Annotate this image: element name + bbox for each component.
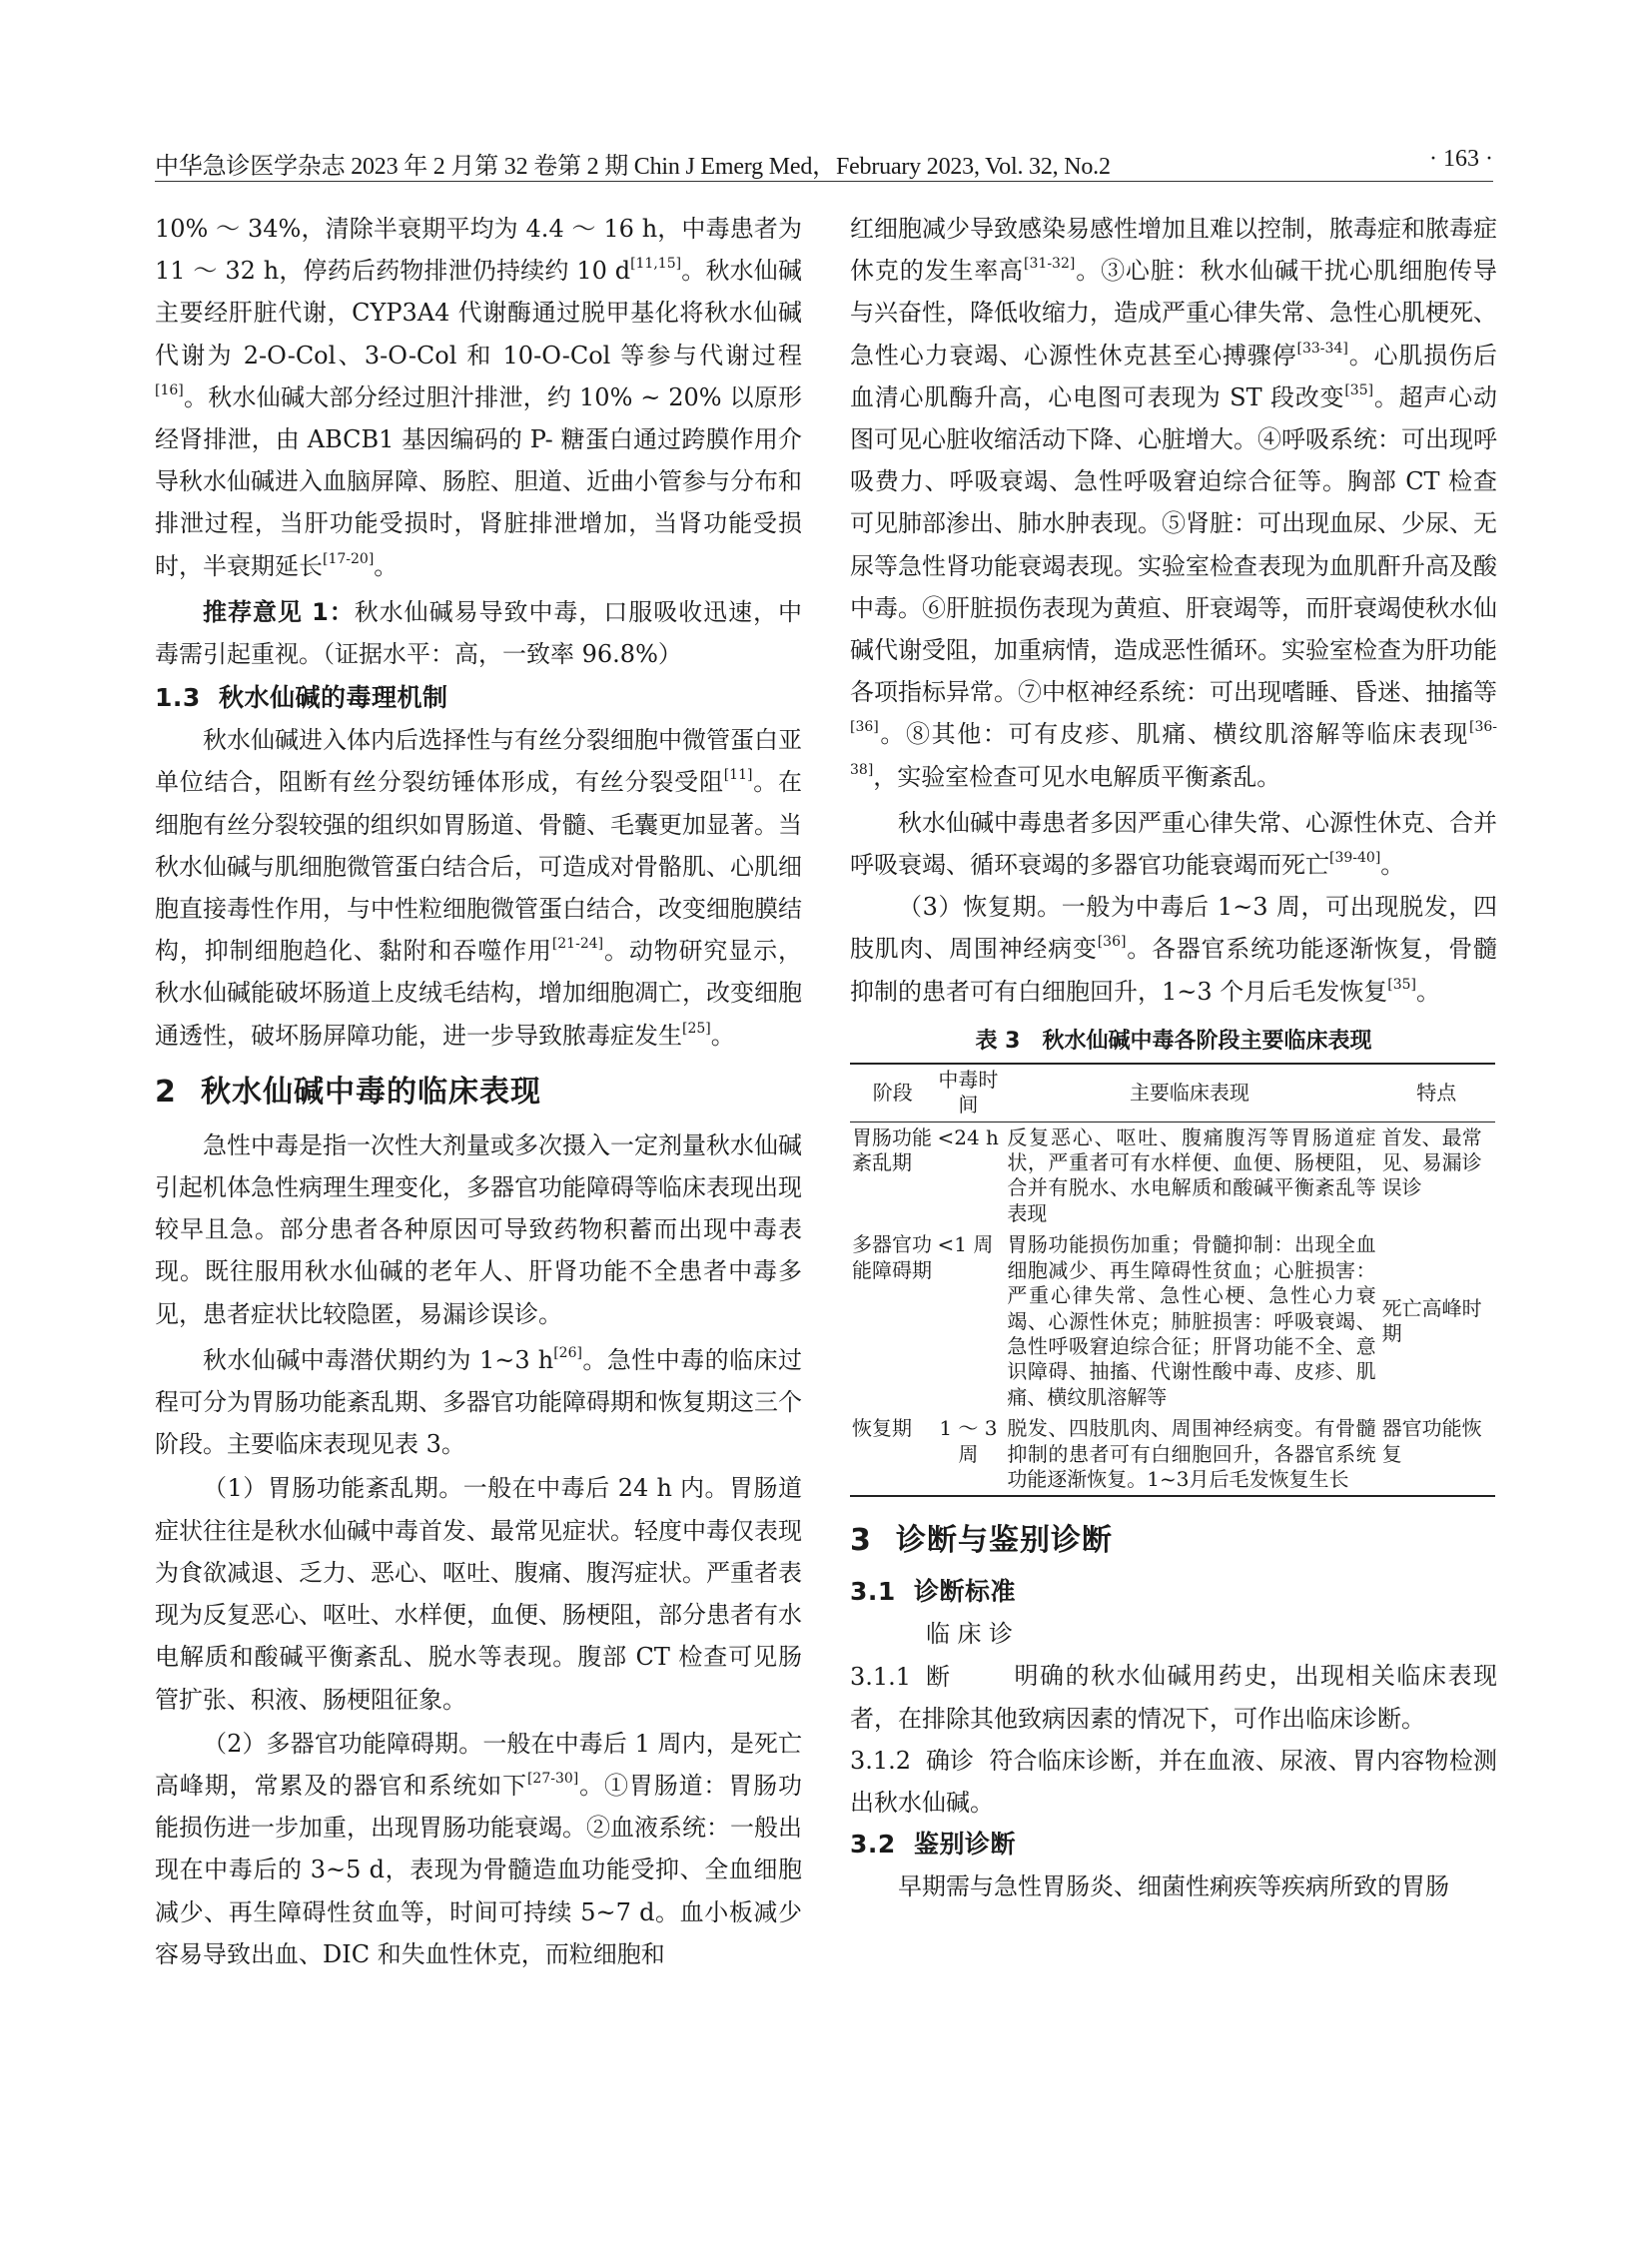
- paragraph-pharmacokinetics: 10% ～ 34%，清除半衰期平均为 4.4 ～ 16 h，中毒患者为 11 ～ 32 h，停药后药物排泄仍持续约 10 d[11,15]。秋水仙碱主要经肝脏代谢，CYP3A4 代谢酶通过脱甲基化将秋水仙碱代谢为 2-O-Col、3-O-Col 和 10-O-Col 等参与代谢过程[16]。秋水仙碱大部分经过胆汁排泄，约 10% ~ 20% 以原形经肾排泄，由 ABCB1 基因编码的 P- 糖蛋白通过跨膜作用介导秋水仙碱进入血脑屏障、肠腔、胆道、近曲小管参与分布和排泄过程，当肝功能受损时，肾脏排泄增加，当肾功能受损时，半衰期延长[17-20]。: [155, 215, 802, 580]
- cell-main: 反复恶心、呕吐、腹痛腹泻等胃肠道症状，严重者可有水样便、血便、肠梗阻，合并有脱水、水电解质和酸碱平衡紊乱等表现: [1007, 1124, 1376, 1225]
- paragraph-recovery-phase: （3）恢复期。一般为中毒后 1~3 周，可出现脱发，四肢肌肉、周围神经病变[36]。各器官系统功能逐渐恢复，骨髓抑制的患者可有白细胞回升，1~3 个月后毛发恢复[35]。: [850, 893, 1498, 1006]
- table-row: [850, 1121, 1495, 1229]
- cell-feature: 死亡高峰时期: [1381, 1295, 1482, 1346]
- citation-ref: [31-32]: [1024, 256, 1076, 273]
- cell-main: 胃肠功能损伤加重；骨髓抑制：出现全血细胞减少、再生障碍性贫血；心脏损害：严重心律失常、急性心梗、急性心力衰竭、心源性休克；肺脏损害：呼吸衰竭、急性呼吸窘迫综合征；肝肾功能不全、意识障碍、抽搐、代谢性酸中毒、皮疹、肌痛、横纹肌溶解等: [1007, 1232, 1376, 1409]
- section-3-1-heading: 3.1 诊断标准: [850, 1577, 1017, 1607]
- clinical-stages-table: [850, 1063, 1495, 1498]
- table-3: [850, 1025, 1497, 1498]
- page-number: · 163 ·: [1429, 146, 1493, 172]
- citation-ref: [16]: [155, 381, 184, 398]
- cell-stage: 多器官功能障碍期: [852, 1232, 932, 1282]
- cell-feature: 器官功能恢复: [1381, 1416, 1482, 1466]
- table-title: 表 3 秋水仙碱中毒各阶段主要临床表现: [975, 1028, 1372, 1054]
- citation-ref: [17-20]: [323, 550, 375, 567]
- citation-ref: [25]: [682, 1020, 711, 1037]
- citation-ref: [35]: [1387, 976, 1417, 993]
- paragraph-clinical-diagnosis: 3.1.1临床诊断 明确的秋水仙碱用药史，出现相关临床表现者，在排除其他致病因素的情况下，可作出临床诊断。: [850, 1613, 1497, 1740]
- citation-ref: [36]: [1097, 934, 1127, 951]
- citation-ref: [26]: [553, 1344, 582, 1361]
- header-main: 主要临床表现: [1129, 1080, 1249, 1105]
- citation-ref: [21-24]: [551, 936, 604, 953]
- table-header-row: [850, 1064, 1495, 1121]
- paragraph-differential-diagnosis: 早期需与急性胃肠炎、细菌性痢疾等疾病所致的胃肠: [898, 1872, 1449, 1901]
- cell-stage: 恢复期: [852, 1416, 912, 1441]
- paragraph-gi-phase: （1）胃肠功能紊乱期。一般在中毒后 24 h 内。胃肠道症状往往是秋水仙碱中毒首发、最常见症状。轻度中毒仅表现为食欲减退、乏力、恶心、呕吐、腹痛、腹泻症状。严重者表现为反复恶心、呕吐、水样便，血便、肠梗阻，部分患者有水电解质和酸碱平衡紊乱、脱水等表现。腹部 CT 检查可见肠管扩张、积液、肠梗阻征象。: [155, 1474, 802, 1714]
- subsection-title: 临床诊断: [926, 1620, 1013, 1691]
- paragraph-death-causes: 秋水仙碱中毒患者多因严重心律失常、心源性休克、合并呼吸衰竭、循环衰竭的多器官功能衰竭而死亡[39-40]。: [850, 808, 1497, 880]
- section-2-heading: 2 秋水仙碱中毒的临床表现: [155, 1074, 541, 1110]
- section-1-3-heading: 1.3 秋水仙碱的毒理机制: [155, 683, 448, 713]
- citation-ref: [35]: [1344, 381, 1374, 398]
- header-stage: 阶段: [872, 1080, 913, 1105]
- paragraph-latency: 秋水仙碱中毒潜伏期约为 1~3 h[26]。急性中毒的临床过程可分为胃肠功能紊乱期、多器官功能障碍期和恢复期这三个阶段。主要临床表现见表 3。: [155, 1344, 802, 1459]
- cell-time: 1 ～ 3 周: [939, 1416, 998, 1466]
- cell-main: 脱发、四肢肌肉、周围神经病变。有骨髓抑制的患者可有白细胞回升，各器官系统功能逐渐恢复。1~3月后毛发恢复生长: [1007, 1416, 1376, 1491]
- cell-feature: 首发、最常见、易漏诊误诊: [1381, 1124, 1482, 1200]
- running-header: [155, 146, 1493, 180]
- citation-ref: [36-38]: [850, 719, 1497, 778]
- right-column: [850, 208, 1497, 1908]
- header-time: 中毒时间: [938, 1067, 999, 1118]
- paragraph-acute-poisoning: 急性中毒是指一次性大剂量或多次摄入一定剂量秋水仙碱引起机体急性病理生理变化，多器官功能障碍等临床表现出现较早且急。部分患者各种原因可导致药物积蓄而出现中毒表现。既往服用秋水仙碱的老年人、肝肾功能不全患者中毒多见，患者症状比较隐匿，易漏诊误诊。: [155, 1130, 802, 1328]
- table-row: [850, 1229, 1495, 1413]
- subsection-title: 确诊: [926, 1746, 974, 1775]
- section-3-heading: 3 诊断与鉴别诊断: [850, 1523, 1113, 1559]
- left-column: [155, 208, 802, 1975]
- header-rule: [155, 181, 1493, 182]
- recommendation-1: 推荐意见 1：秋水仙碱易导致中毒，口服吸收迅速，中毒需引起重视。（证据水平：高，一致率 96.8%）: [155, 597, 802, 669]
- header-feature: 特点: [1416, 1080, 1457, 1105]
- citation-ref: [33-34]: [1296, 340, 1348, 357]
- paragraph-confirmed-diagnosis: 3.1.2 确诊 符合临床诊断，并在血液、尿液、胃内容物检测出秋水仙碱。: [850, 1740, 1497, 1824]
- journal-citation: 中华急诊医学杂志 2023 年 2 月第 32 卷第 2 期 Chin J Emerg Med，February 2023, Vol. 32, No.2: [155, 154, 1111, 180]
- paragraph-toxicology: 秋水仙碱进入体内后选择性与有丝分裂细胞中微管蛋白亚单位结合，阻断有丝分裂纺锤体形成，有丝分裂受阻[11]。在细胞有丝分裂较强的组织如胃肠道、骨髓、毛囊更加显著。当秋水仙碱与肌细胞微管蛋白结合后，可造成对骨骼肌、心肌细胞直接毒性作用，与中性粒细胞微管蛋白结合，改变细胞膜结构，抑制细胞趋化、黏附和吞噬作用[21-24]。动物研究显示，秋水仙碱能破坏肠道上皮绒毛结构，增加细胞凋亡，改变细胞通透性，破坏肠屏障功能，进一步导致脓毒症发生[25]。: [155, 726, 803, 1050]
- cell-time: <1 周: [937, 1232, 994, 1257]
- cell-stage: 胃肠功能紊乱期: [852, 1124, 932, 1175]
- recommendation-label: 推荐意见 1：: [203, 597, 355, 626]
- paragraph-mods-phase: （2）多器官功能障碍期。一般在中毒后 1 周内，是死亡高峰期，常累及的器官和系统如下[27-30]。①胃肠道：胃肠功能损伤进一步加重，出现胃肠功能衰竭。②血液系统：一般出现在中毒后的 3~5 d，表现为骨髓造血功能受抑、全血细胞减少、再生障碍性贫血等，时间可持续 5~7 d。血小板减少容易导致出血、DIC 和失血性休克，而粒细胞和: [155, 1729, 803, 1968]
- subsection-number: 3.1.1: [850, 1662, 912, 1691]
- section-3-2-heading: 3.2 鉴别诊断: [850, 1830, 1017, 1860]
- citation-ref: [27-30]: [526, 1770, 579, 1787]
- cell-time: <24 h: [937, 1124, 999, 1149]
- citation-ref: [36]: [850, 719, 879, 736]
- paragraph-organ-systems: 红细胞减少导致感染易感性增加且难以控制，脓毒症和脓毒症休克的发生率高[31-32]。③心脏：秋水仙碱干扰心肌细胞传导与兴奋性，降低收缩力，造成严重心律失常、急性心肌梗死、急性心力衰竭、心源性休克甚至心搏骤停[33-34]。心肌损伤后血清心肌酶升高，心电图可表现为 ST 段改变[35]。超声心动图可见心脏收缩活动下降、心脏增大。④呼吸系统：可出现呼吸费力、呼吸衰竭、急性呼吸窘迫综合征等。胸部 CT 检查可见肺部渗出、肺水肿表现。⑤肾脏：可出现血尿、少尿、无尿等急性肾功能衰竭表现。实验室检查表现为血肌酐升高及酸中毒。⑥肝脏损伤表现为黄疸、肝衰竭等，而肝衰竭使秋水仙碱代谢受阻，加重病情，造成恶性循环。实验室检查为肝功能各项指标异常。⑦中枢神经系统：可出现嗜睡、昏迷、抽搐等[36]。⑧其他：可有皮疹、肌痛、横纹肌溶解等临床表现[36-38]，实验室检查可见水电解质平衡紊乱。: [850, 215, 1498, 791]
- citation-ref: [11,15]: [630, 256, 682, 273]
- citation-ref: [39-40]: [1329, 850, 1381, 867]
- citation-ref: [11]: [723, 767, 753, 784]
- table-row: [850, 1413, 1495, 1496]
- subsection-number: 3.1.2: [850, 1746, 912, 1775]
